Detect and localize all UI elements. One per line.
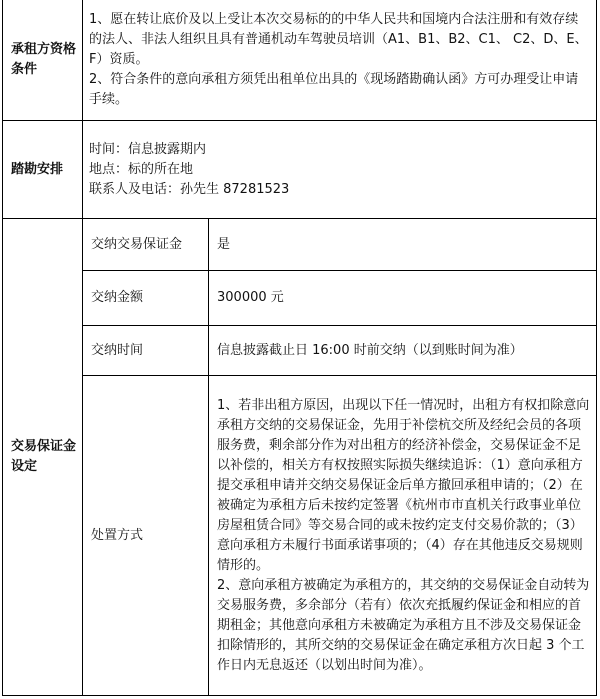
- inspection-label: 踏勘安排: [3, 121, 83, 219]
- row-qualification: [3, 0, 597, 121]
- disposal-content: [209, 376, 597, 696]
- deposit-amount-label: 交纳金额: [83, 271, 209, 326]
- deposit-amount-value: 300000 元: [209, 271, 597, 326]
- disposal-paragraph-2: 2、意向承租方被确定为承租方的，其交纳的交易保证金自动转为交易服务费，多余部分（若有）依次充抵履约保证金和相应的首期租金；其他意向承租方未被确定为承租方且不涉及交易保证金扣除情形的，其所交纳的交易保证金在确定承租方次日起 3 个工作日内无息返还（以划出时间为准）。: [217, 577, 590, 673]
- inspection-contact: 联系人及电话：孙先生 87281523: [89, 181, 290, 197]
- row-deposit-required: [3, 219, 597, 271]
- row-deposit-disposal: [3, 376, 597, 696]
- deposit-required-value: 是: [209, 219, 597, 271]
- row-inspection: [3, 121, 597, 219]
- qualification-label: 承租方资格条件: [3, 0, 83, 121]
- row-deposit-time: [3, 326, 597, 376]
- disposal-label: 处置方式: [83, 376, 209, 696]
- qualification-content: [83, 0, 597, 121]
- info-table: [2, 0, 597, 696]
- inspection-time: 时间：信息披露期内: [89, 141, 207, 157]
- row-deposit-amount: [3, 271, 597, 326]
- inspection-place: 地点：标的所在地: [89, 161, 194, 177]
- qualification-line-1: 1、愿在转让底价及以上受让本次交易标的的中华人民共和国境内合法注册和有效存续的法人、非法人组织且具有普通机动车驾驶员培训（A1、B1、B2、C1、 C2、D、E、F）资质。: [89, 12, 588, 67]
- disposal-paragraph-1: 1、若非出租方原因，出现以下任一情况时，出租方有权扣除意向承租方交纳的交易保证金，先用于补偿杭交所及经纪会员的各项服务费，剩余部分作为对出租方的经济补偿金，交易保证金不足以补偿的，相关方有权按照实际损失继续追诉：（1）意向承租方提交承租申请并交纳交易保证金后单方撤回承租申请的；（2）在被确定为承租方后未按约定签署《杭州市市直机关行政事业单位房屋租赁合同》等交易合同的或未按约定支付交易价款的；（3）意向承租方未履行书面承诺事项的；（4）存在其他违反交易规则情形的。: [217, 397, 590, 573]
- deposit-time-value: 信息披露截止日 16:00 时前交纳（以到账时间为准）: [209, 326, 597, 376]
- deposit-label: 交易保证金设定: [3, 219, 83, 696]
- qualification-line-2: 2、符合条件的意向承租方须凭出租单位出具的《现场踏勘确认函》方可办理受让申请手续。: [89, 72, 579, 107]
- deposit-required-label: 交纳交易保证金: [83, 219, 209, 271]
- inspection-content: [83, 121, 597, 219]
- deposit-time-label: 交纳时间: [83, 326, 209, 376]
